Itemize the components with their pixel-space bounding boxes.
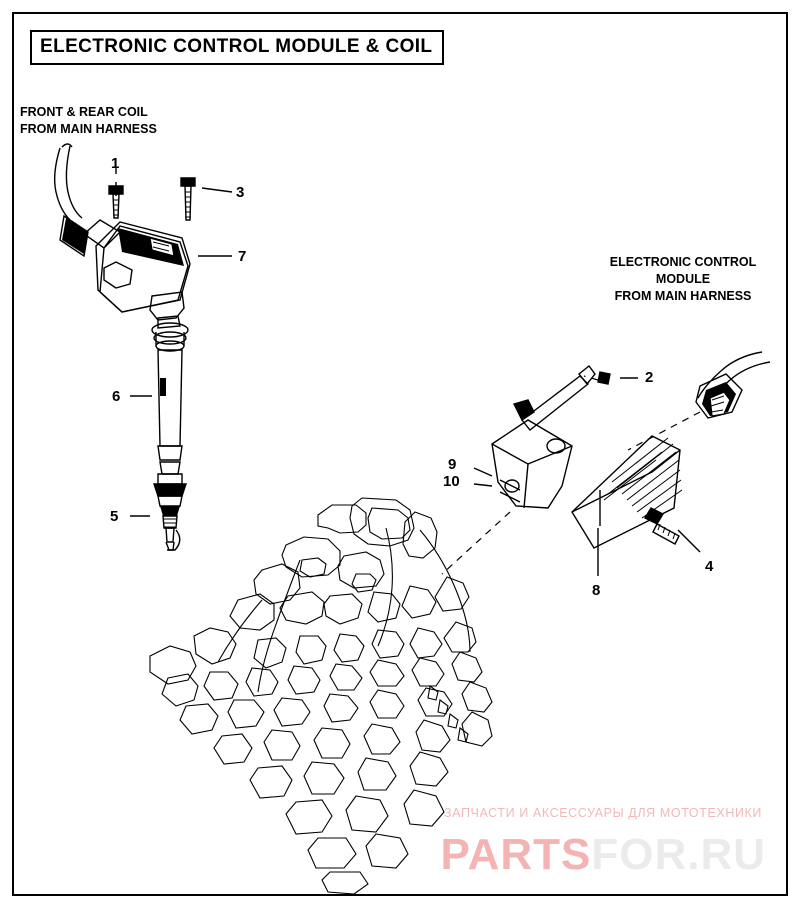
callout-7[interactable]: 7 [238,248,247,265]
page-border [12,12,788,896]
caption-coil-harness [20,104,157,138]
caption-ecm-harness-line1: ELECTRONIC CONTROL [609,255,757,269]
watermark-brand-right: FOR.RU [591,830,766,879]
callout-2[interactable]: 2 [645,369,654,386]
callout-8[interactable]: 8 [592,582,601,599]
caption-coil-harness-line1: FRONT & REAR COIL [20,105,148,119]
watermark-tagline: ЗАПЧАСТИ И АКСЕССУАРЫ ДЛЯ МОТОТЕХНИКИ [444,806,762,820]
callout-10[interactable]: 10 [443,473,460,490]
callout-3[interactable]: 3 [236,184,245,201]
caption-ecm-harness-line2: MODULE [655,272,711,286]
watermark-brand-left: PARTS [440,830,592,879]
callout-6[interactable]: 6 [112,388,121,405]
caption-coil-harness-line2: FROM MAIN HARNESS [20,122,157,136]
caption-ecm-harness [598,254,768,305]
page-title: ELECTRONIC CONTROL MODULE & COIL [30,30,444,65]
caption-ecm-harness-line3: FROM MAIN HARNESS [614,289,752,303]
callout-1[interactable]: 1 [111,155,120,172]
callout-4[interactable]: 4 [705,558,714,575]
callout-9[interactable]: 9 [448,456,457,473]
callout-5[interactable]: 5 [110,508,119,525]
watermark-brand [440,830,766,880]
